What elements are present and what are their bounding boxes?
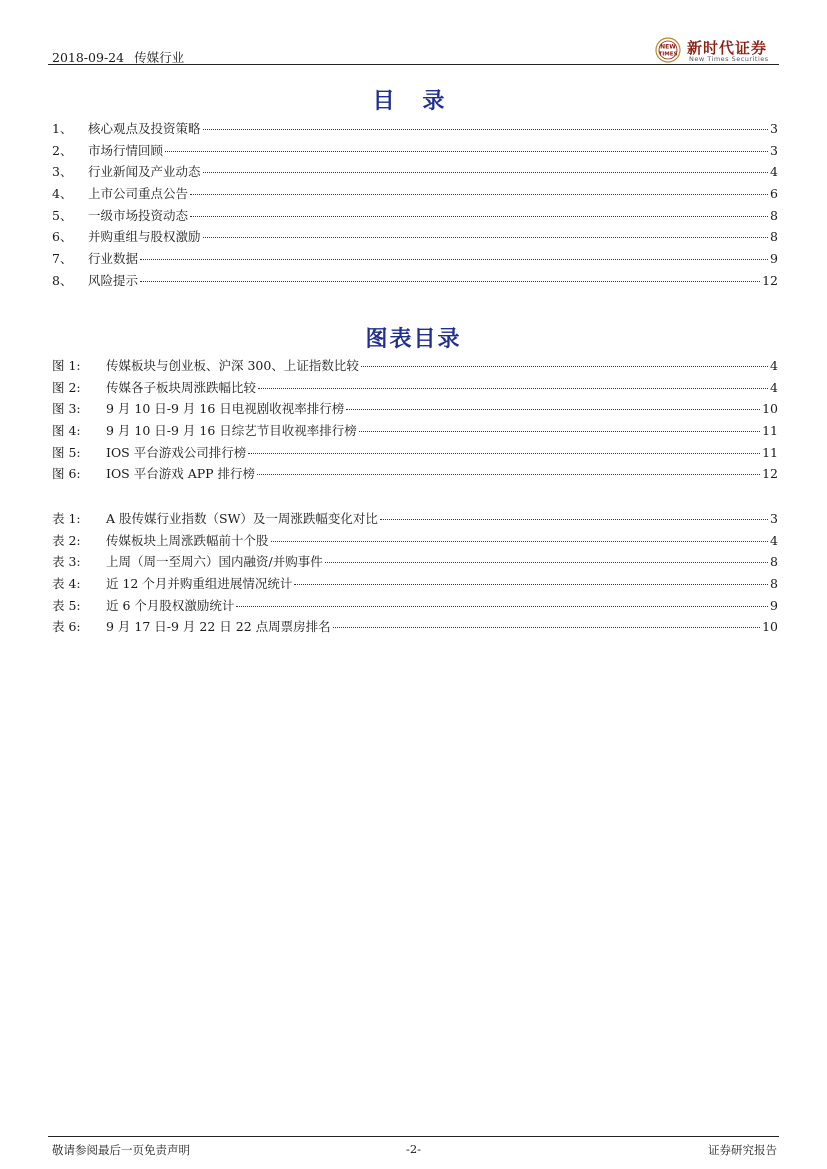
dot-leader (346, 409, 760, 410)
dot-leader (248, 453, 760, 454)
dot-leader (380, 519, 768, 520)
entry-prefix: 表 4: (52, 576, 81, 592)
toc-entry-number: 5、 (52, 207, 73, 223)
dot-leader (140, 259, 768, 260)
entry-page-number[interactable]: 10 (762, 401, 778, 417)
company-logo (653, 36, 779, 64)
entry-prefix: 图 3: (52, 401, 81, 417)
entry-page-number[interactable]: 4 (770, 358, 778, 373)
header-divider (48, 64, 779, 65)
toc-entry[interactable] (52, 206, 778, 228)
footer-disclaimer[interactable]: 敬请参阅最后一页免责声明 (52, 1143, 190, 1157)
entry-label[interactable]: 传媒各子板块周涨跌幅比较 (106, 379, 257, 395)
entry-page-number[interactable]: 8 (770, 554, 778, 570)
entry-label[interactable]: 市场行情回顾 (88, 142, 164, 158)
table-entry[interactable] (52, 531, 778, 553)
figure-entry[interactable] (52, 443, 778, 465)
table-entry[interactable] (52, 574, 778, 596)
entry-page-number[interactable]: 4 (770, 164, 778, 180)
entry-page-number[interactable]: 8 (770, 229, 778, 245)
toc-entry-number: 1、 (52, 121, 73, 136)
toc-entry-number: 7、 (52, 251, 73, 267)
entry-page-number[interactable]: 3 (770, 142, 778, 158)
dot-leader (236, 606, 768, 607)
footer-page-number: -2- (405, 1142, 422, 1156)
dot-leader (190, 216, 768, 217)
table-entry[interactable] (52, 596, 778, 618)
dot-leader (203, 172, 768, 173)
entry-page-number[interactable]: 10 (762, 619, 778, 635)
dot-leader (203, 129, 768, 130)
figure-entry[interactable] (52, 464, 778, 486)
entry-label[interactable]: 行业数据 (88, 251, 139, 267)
footer-divider (48, 1136, 779, 1137)
entry-label[interactable]: 一级市场投资动态 (88, 207, 189, 223)
entry-label[interactable]: A 股传媒行业指数（SW）及一周涨跌幅变化对比 (106, 511, 378, 526)
entry-page-number[interactable]: 8 (770, 576, 778, 592)
figure-toc-title: 图表目录 (365, 327, 462, 352)
entry-page-number[interactable]: 12 (762, 466, 778, 482)
table-entry[interactable] (52, 509, 778, 531)
entry-label[interactable]: 传媒板块与创业板、沪深 300、上证指数比较 (106, 358, 359, 373)
toc-entry[interactable] (52, 184, 778, 206)
entry-label[interactable]: 风险提示 (88, 272, 139, 288)
dot-leader (140, 281, 760, 282)
entry-page-number[interactable]: 11 (762, 444, 778, 460)
page-header (48, 36, 779, 66)
header-date: 2018-09-24 (52, 50, 125, 65)
dot-leader (271, 541, 768, 542)
figure-entry[interactable] (52, 421, 778, 443)
entry-page-number[interactable]: 9 (770, 251, 778, 267)
svg-text:NEW: NEW (660, 43, 676, 51)
entry-prefix: 表 3: (52, 554, 81, 570)
entry-page-number[interactable]: 11 (762, 423, 778, 439)
dot-leader (258, 388, 768, 389)
toc-entry-number: 8、 (52, 272, 73, 288)
entry-page-number[interactable]: 9 (770, 597, 778, 613)
toc-entry-number: 3、 (52, 164, 73, 180)
toc-entry[interactable] (52, 227, 778, 249)
entry-page-number[interactable]: 3 (770, 121, 778, 136)
toc-entry[interactable] (52, 141, 778, 163)
table-list (52, 509, 778, 639)
dot-leader (359, 431, 760, 432)
toc-entry[interactable] (52, 249, 778, 271)
entry-label[interactable]: IOS 平台游戏 APP 排行榜 (106, 466, 256, 482)
dot-leader (165, 151, 768, 152)
new-times-logo-icon (653, 36, 683, 64)
logo-english-name: New Times Securities (689, 55, 769, 63)
entry-label[interactable]: 并购重组与股权激励 (88, 229, 201, 245)
dot-leader (333, 627, 760, 628)
entry-label[interactable]: 近 6 个月股权激励统计 (106, 597, 235, 613)
entry-prefix: 图 4: (52, 423, 81, 439)
entry-prefix: 图 2: (52, 379, 81, 395)
figure-entry[interactable] (52, 378, 778, 400)
toc-entry-number: 2、 (52, 142, 73, 158)
header-industry: 传媒行业 (134, 50, 185, 65)
entry-label[interactable]: 9 月 17 日-9 月 22 日 22 点周票房排名 (106, 619, 331, 635)
dot-leader (361, 366, 768, 367)
dot-leader (257, 474, 760, 475)
logo-chinese-name: 新时代证券 (687, 39, 768, 57)
entry-prefix: 表 1: (52, 511, 81, 526)
entry-page-number[interactable]: 3 (770, 511, 778, 526)
entry-page-number[interactable]: 4 (770, 379, 778, 395)
svg-text:TIMES: TIMES (658, 51, 678, 58)
entry-prefix: 表 5: (52, 597, 81, 613)
entry-label[interactable]: IOS 平台游戏公司排行榜 (106, 444, 247, 460)
toc-title: 目 录 (372, 89, 455, 114)
entry-page-number[interactable]: 6 (770, 186, 778, 202)
table-entry[interactable] (52, 552, 778, 574)
toc-entry[interactable] (52, 271, 778, 293)
entry-prefix: 图 1: (52, 358, 81, 373)
toc-list (52, 119, 778, 293)
toc-entry-number: 6、 (52, 229, 73, 245)
table-entry[interactable] (52, 617, 778, 639)
entry-label[interactable]: 近 12 个月并购重组进展情况统计 (106, 576, 293, 592)
dot-leader (203, 237, 768, 238)
entry-label[interactable]: 核心观点及投资策略 (88, 121, 201, 136)
entry-label[interactable]: 行业新闻及产业动态 (88, 164, 201, 180)
toc-entry-number: 4、 (52, 186, 73, 202)
dot-leader (190, 194, 768, 195)
footer-report-type: 证券研究报告 (708, 1143, 777, 1157)
entry-prefix: 图 6: (52, 466, 81, 482)
toc-entry[interactable] (52, 162, 778, 184)
entry-label[interactable]: 上市公司重点公告 (88, 186, 189, 202)
entry-page-number[interactable]: 12 (762, 272, 778, 288)
dot-leader (294, 584, 768, 585)
dot-leader (325, 562, 768, 563)
entry-prefix: 表 6: (52, 619, 81, 635)
entry-label[interactable]: 上周（周一至周六）国内融资/并购事件 (106, 554, 323, 570)
entry-label[interactable]: 传媒板块上周涨跌幅前十个股 (106, 532, 269, 548)
entry-page-number[interactable]: 8 (770, 207, 778, 223)
entry-label[interactable]: 9 月 10 日-9 月 16 日电视剧收视率排行榜 (106, 401, 345, 417)
figure-entry[interactable] (52, 399, 778, 421)
entry-page-number[interactable]: 4 (770, 532, 778, 548)
figure-entry[interactable] (52, 356, 778, 378)
entry-prefix: 表 2: (52, 532, 81, 548)
entry-prefix: 图 5: (52, 444, 81, 460)
figure-list (52, 356, 778, 486)
entry-label[interactable]: 9 月 10 日-9 月 16 日综艺节目收视率排行榜 (106, 423, 357, 439)
toc-entry[interactable] (52, 119, 778, 141)
